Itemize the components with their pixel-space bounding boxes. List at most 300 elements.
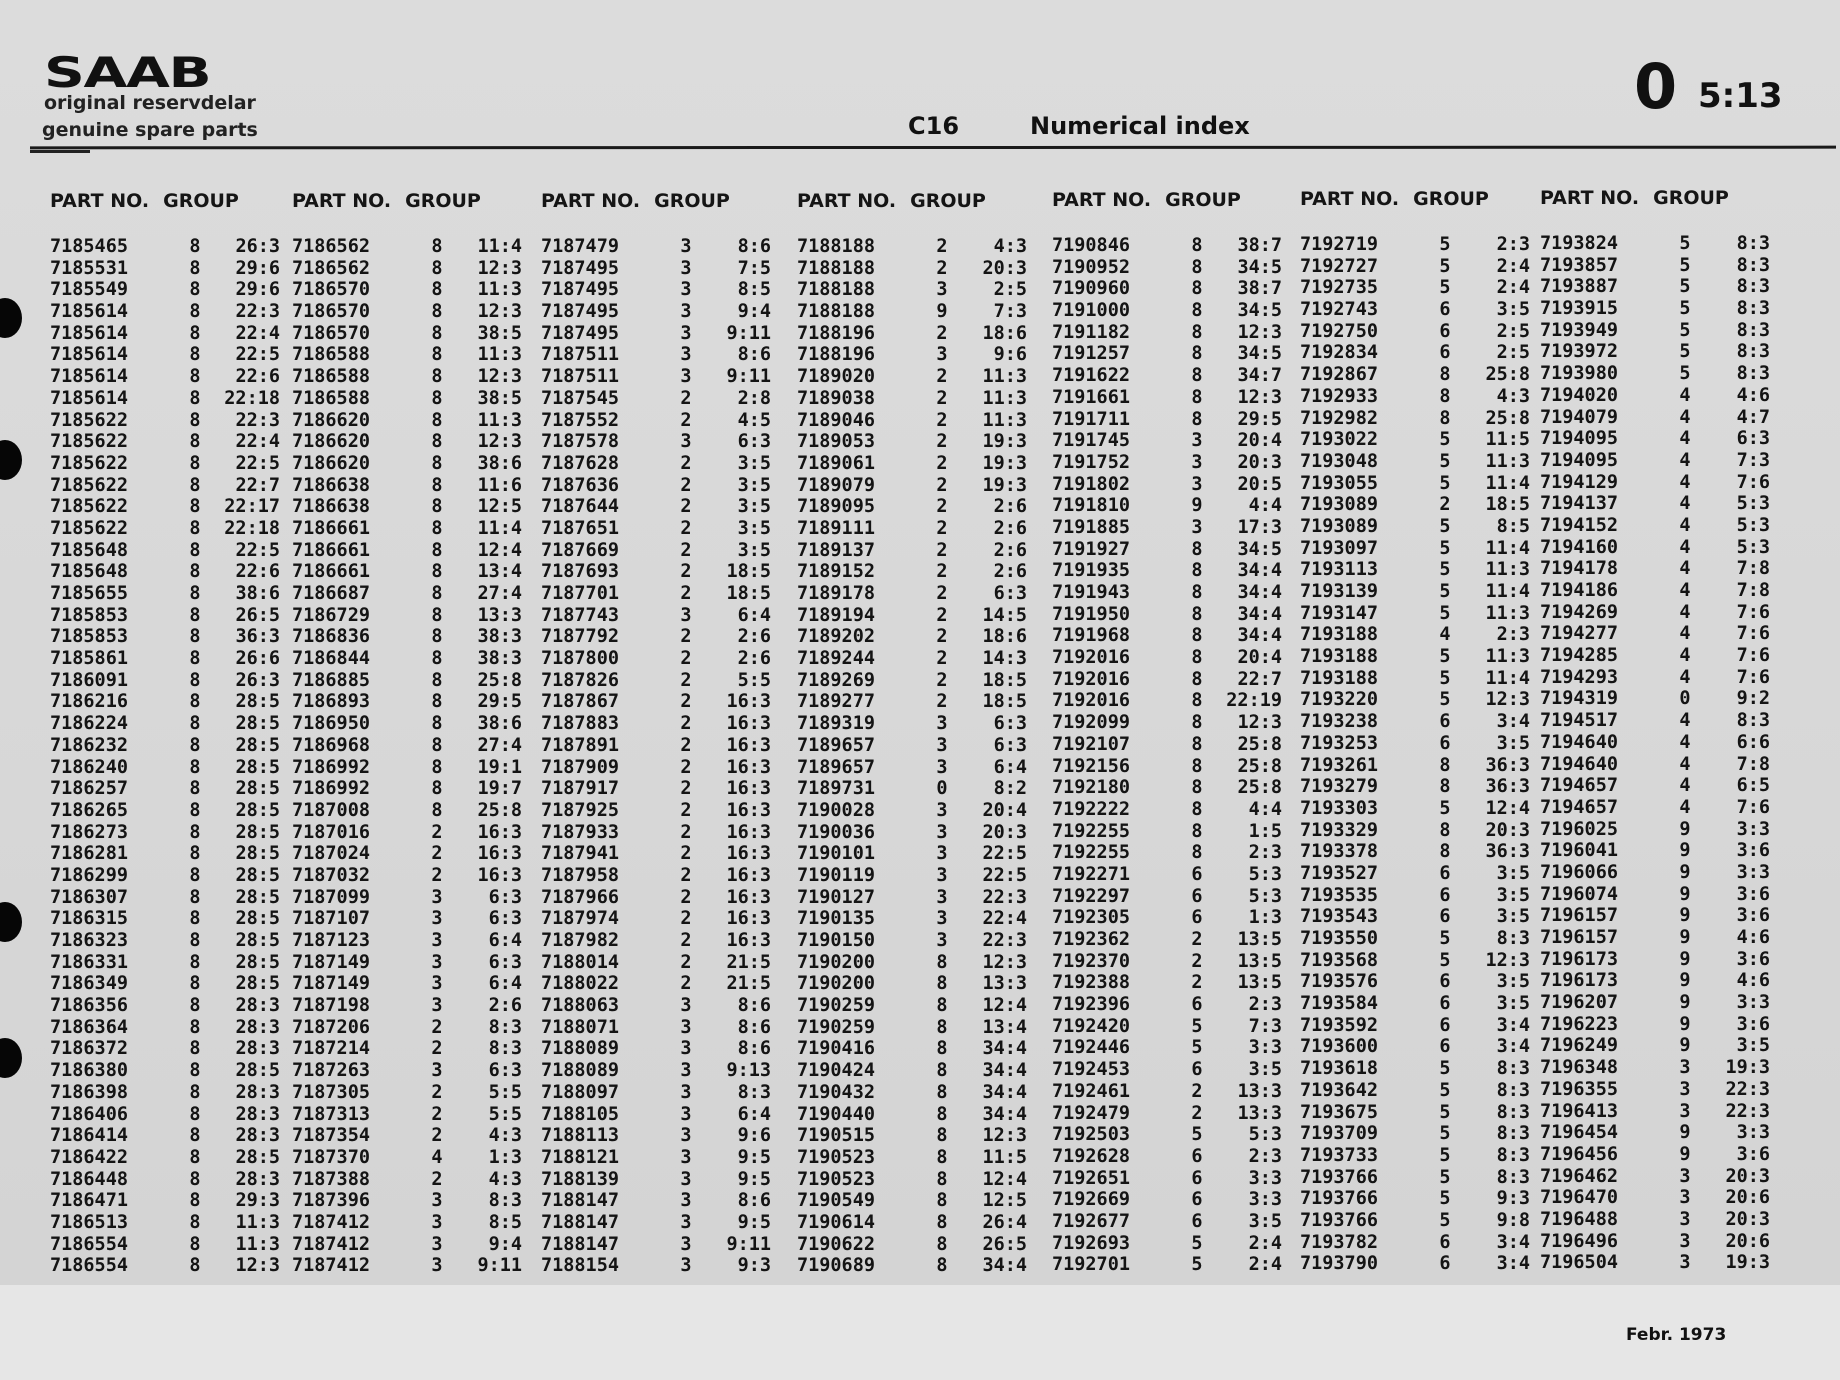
table-row — [1300, 342, 1552, 364]
group-ref: 38:3 — [477, 648, 522, 670]
part-number: 7187495 — [541, 322, 619, 344]
part-number: 7192750 — [1300, 320, 1378, 342]
group-ref: 6:3 — [488, 951, 522, 973]
group-ref: 18:5 — [1485, 494, 1530, 516]
part-number: 7194640 — [1540, 753, 1618, 775]
table-row — [541, 453, 793, 475]
table-row — [1540, 1252, 1792, 1274]
group-ref: 6:4 — [993, 756, 1027, 778]
table-row — [1052, 430, 1304, 452]
group-number: 8 — [936, 1211, 948, 1233]
table-row — [541, 930, 793, 952]
group-number: 8 — [189, 604, 201, 626]
group-number: 3 — [1191, 430, 1203, 452]
group-number: 2 — [431, 1125, 443, 1147]
group-ref: 2:4 — [1496, 255, 1530, 277]
group-ref: 3:3 — [1736, 992, 1770, 1014]
part-number: 7190523 — [797, 1168, 875, 1190]
table-row — [1052, 235, 1304, 257]
group-number: 4 — [1679, 536, 1691, 558]
table-row — [50, 1060, 302, 1082]
part-no-header: PART NO. — [50, 190, 150, 212]
group-number: 8 — [936, 951, 948, 973]
group-number: 2 — [680, 648, 692, 670]
group-ref: 2:3 — [1248, 842, 1282, 864]
saab-logo: SAAB — [44, 48, 211, 97]
part-number: 7186398 — [50, 1081, 128, 1103]
table-row — [541, 236, 793, 258]
group-number: 4 — [1679, 796, 1691, 818]
group-ref: 13:5 — [1237, 929, 1282, 950]
group-number: 4 — [1679, 666, 1691, 688]
table-row — [292, 1169, 544, 1191]
table-row — [50, 1169, 302, 1191]
group-ref: 9:11 — [726, 366, 771, 388]
part-number: 7187032 — [292, 864, 370, 886]
part-number: 7188097 — [541, 1081, 619, 1103]
group-number: 5 — [1439, 472, 1451, 494]
group-number: 2 — [680, 799, 692, 821]
table-row — [797, 1147, 1049, 1169]
group-ref: 20:4 — [982, 799, 1027, 821]
group-ref: 28:3 — [235, 1168, 280, 1190]
part-number: 7194178 — [1540, 558, 1618, 580]
group-number: 6 — [1439, 320, 1451, 342]
table-row — [292, 410, 544, 432]
part-number: 7186265 — [50, 799, 128, 821]
part-number: 7188121 — [541, 1146, 619, 1168]
table-row — [292, 691, 544, 713]
part-number: 7189046 — [797, 409, 875, 431]
part-number: 7185549 — [50, 279, 128, 301]
group-number: 8 — [1191, 777, 1203, 799]
table-row — [541, 583, 793, 605]
table-row — [1540, 580, 1792, 602]
part-number: 7193303 — [1300, 797, 1378, 819]
group-ref: 38:7 — [1237, 235, 1282, 256]
group-ref: 18:5 — [726, 583, 771, 604]
group-ref: 19:3 — [982, 431, 1027, 453]
table-row — [50, 865, 302, 887]
group-number: 8 — [1191, 582, 1203, 603]
group-ref: 28:5 — [235, 908, 280, 930]
part-number: 7190432 — [797, 1081, 875, 1103]
part-number: 7186554 — [50, 1233, 128, 1255]
part-number: 7186364 — [50, 1016, 128, 1038]
table-row — [1300, 1188, 1552, 1210]
group-ref: 16:3 — [477, 864, 522, 886]
table-row — [797, 757, 1049, 779]
group-number: 8 — [189, 1103, 201, 1125]
group-header: GROUP — [163, 190, 239, 212]
group-ref: 22:5 — [982, 843, 1027, 865]
group-ref: 7:6 — [1736, 601, 1770, 623]
group-number: 2 — [936, 322, 948, 344]
table-row — [541, 410, 793, 432]
group-number: 8 — [936, 995, 948, 1017]
part-number: 7196173 — [1540, 948, 1618, 970]
group-number: 2 — [680, 387, 692, 409]
table-row — [292, 973, 544, 995]
part-number: 7186240 — [50, 756, 128, 778]
group-ref: 12:3 — [477, 257, 522, 279]
group-number: 8 — [189, 734, 201, 756]
group-ref: 18:5 — [982, 669, 1027, 691]
group-ref: 12:4 — [477, 539, 522, 561]
group-number: 4 — [1679, 753, 1691, 775]
group-ref: 5:5 — [737, 669, 771, 691]
group-ref: 20:5 — [1237, 473, 1282, 495]
group-number: 6 — [1439, 1036, 1451, 1058]
table-row — [1540, 1122, 1792, 1144]
part-no-header: PART NO. — [1300, 188, 1400, 210]
punch-hole — [0, 440, 22, 480]
group-number: 4 — [1439, 624, 1451, 646]
group-ref: 4:3 — [488, 1125, 522, 1147]
part-number: 7196413 — [1540, 1100, 1618, 1122]
group-ref: 9:13 — [726, 1060, 771, 1082]
group-ref: 8:3 — [737, 1081, 771, 1103]
group-ref: 9:3 — [1496, 1188, 1530, 1210]
group-number: 2 — [936, 387, 948, 409]
group-ref: 12:3 — [1237, 321, 1282, 343]
group-number: 8 — [189, 452, 201, 474]
table-row — [292, 431, 544, 453]
part-number: 7191000 — [1052, 300, 1130, 322]
part-number: 7194137 — [1540, 493, 1618, 515]
group-ref: 11:3 — [1485, 646, 1530, 668]
part-number: 7192180 — [1052, 777, 1130, 799]
group-number: 3 — [431, 886, 443, 908]
part-number: 7188105 — [541, 1103, 619, 1125]
part-number: 7189038 — [797, 387, 875, 409]
part-number: 7192396 — [1052, 994, 1130, 1016]
group-number: 6 — [1439, 1014, 1451, 1036]
group-ref: 5:3 — [1736, 514, 1770, 536]
table-row — [1052, 907, 1304, 929]
group-number: 9 — [1679, 927, 1691, 948]
table-row — [1300, 1123, 1552, 1145]
group-ref: 8:3 — [1496, 1079, 1530, 1101]
table-row — [1300, 863, 1552, 885]
group-ref: 12:3 — [982, 1125, 1027, 1147]
group-number: 6 — [1439, 862, 1451, 884]
table-row — [1300, 516, 1552, 538]
part-number: 7187966 — [541, 886, 619, 908]
group-number: 2 — [1191, 929, 1203, 950]
group-ref: 8:3 — [1496, 1166, 1530, 1188]
part-number: 7188147 — [541, 1190, 619, 1212]
group-ref: 11:3 — [982, 366, 1027, 388]
table-row — [797, 344, 1049, 366]
part-number: 7188063 — [541, 995, 619, 1017]
part-number: 7190424 — [797, 1060, 875, 1082]
group-number: 8 — [189, 561, 201, 583]
part-number: 7192867 — [1300, 364, 1378, 386]
table-row — [1052, 1124, 1304, 1146]
part-number: 7190416 — [797, 1038, 875, 1060]
group-number: 2 — [680, 756, 692, 778]
group-number: 8 — [936, 1146, 948, 1168]
part-number: 7186638 — [292, 474, 370, 496]
group-ref: 9:2 — [1736, 688, 1770, 710]
table-row — [797, 1190, 1049, 1212]
part-number: 7187149 — [292, 951, 370, 973]
group-ref: 28:5 — [235, 691, 280, 713]
group-number: 8 — [1439, 776, 1451, 798]
group-number: 2 — [936, 561, 948, 583]
part-number: 7191752 — [1052, 451, 1130, 473]
group-ref: 6:6 — [1736, 731, 1770, 753]
group-number: 3 — [680, 301, 692, 323]
part-number: 7189194 — [797, 604, 875, 626]
index-column — [1540, 187, 1792, 1274]
group-ref: 7:3 — [1248, 1015, 1282, 1037]
group-number: 2 — [1439, 494, 1451, 516]
table-row — [1052, 495, 1304, 517]
group-number: 3 — [1679, 1165, 1691, 1187]
table-row — [1300, 1080, 1552, 1102]
table-row — [541, 301, 793, 323]
table-row — [797, 865, 1049, 887]
page-title: Numerical index — [1030, 112, 1250, 140]
group-ref: 20:3 — [1725, 1165, 1770, 1187]
group-ref: 4:6 — [1736, 384, 1770, 406]
group-ref: 1:3 — [488, 1146, 522, 1168]
table-row — [1300, 950, 1552, 972]
group-ref: 6:5 — [1736, 775, 1770, 797]
group-ref: 3:5 — [1496, 862, 1530, 884]
table-row — [1540, 320, 1792, 342]
part-number: 7194079 — [1540, 406, 1618, 428]
table-row — [292, 518, 544, 540]
table-row — [797, 930, 1049, 952]
group-number: 4 — [431, 1146, 443, 1168]
part-number: 7189111 — [797, 517, 875, 539]
part-number: 7186661 — [292, 539, 370, 561]
table-row — [50, 344, 302, 366]
table-row — [797, 475, 1049, 497]
group-number: 2 — [431, 1103, 443, 1125]
group-ref: 25:8 — [477, 669, 522, 691]
group-number: 8 — [431, 517, 443, 539]
group-number: 8 — [189, 1146, 201, 1168]
group-ref: 22:3 — [235, 301, 280, 323]
table-row — [541, 1104, 793, 1126]
table-row — [541, 258, 793, 280]
group-number: 5 — [1439, 1188, 1451, 1210]
part-number: 7187412 — [292, 1211, 370, 1233]
group-ref: 12:3 — [235, 1255, 280, 1277]
group-ref: 17:3 — [1237, 516, 1282, 538]
group-number: 8 — [189, 1081, 201, 1103]
table-row — [1300, 256, 1552, 278]
group-ref: 25:8 — [1485, 407, 1530, 429]
group-ref: 1:3 — [1248, 907, 1282, 929]
part-number: 7192453 — [1052, 1059, 1130, 1081]
group-number: 2 — [431, 864, 443, 886]
bottom-margin — [0, 1285, 1840, 1380]
table-row — [797, 258, 1049, 280]
group-number: 8 — [189, 387, 201, 409]
part-number: 7192420 — [1052, 1015, 1130, 1037]
part-number: 7187370 — [292, 1146, 370, 1168]
group-number: 4 — [1679, 601, 1691, 623]
table-row — [1540, 840, 1792, 862]
group-number: 8 — [431, 496, 443, 518]
group-number: 3 — [936, 344, 948, 366]
group-number: 8 — [189, 517, 201, 539]
part-number: 7186687 — [292, 583, 370, 604]
group-ref: 8:3 — [1736, 363, 1770, 385]
table-row — [292, 475, 544, 497]
part-number: 7187479 — [541, 236, 619, 257]
group-ref: 22:18 — [224, 387, 280, 409]
group-header: GROUP — [1413, 188, 1489, 210]
group-ref: 22:6 — [235, 366, 280, 388]
group-number: 4 — [1679, 428, 1691, 450]
group-number: 4 — [1679, 384, 1691, 406]
part-number: 7187917 — [541, 778, 619, 800]
group-ref: 28:5 — [235, 951, 280, 973]
part-number: 7193378 — [1300, 841, 1378, 863]
part-number: 7194095 — [1540, 428, 1618, 450]
group-ref: 7:6 — [1736, 666, 1770, 688]
group-ref: 29:3 — [235, 1190, 280, 1212]
part-number: 7193261 — [1300, 754, 1378, 776]
table-row — [1052, 257, 1304, 279]
group-number: 2 — [936, 474, 948, 496]
table-row — [292, 843, 544, 865]
part-number: 7191661 — [1052, 386, 1130, 408]
group-ref: 2:3 — [1496, 624, 1530, 646]
table-row — [50, 410, 302, 432]
table-row — [1052, 278, 1304, 300]
part-number: 7187354 — [292, 1125, 370, 1147]
table-row — [1540, 1014, 1792, 1036]
group-number: 8 — [189, 1016, 201, 1038]
part-number: 7193139 — [1300, 581, 1378, 602]
group-number: 2 — [680, 973, 692, 995]
group-ref: 28:3 — [235, 1081, 280, 1103]
group-ref: 13:3 — [477, 604, 522, 626]
table-row — [1052, 409, 1304, 431]
table-row — [50, 1234, 302, 1256]
table-row — [50, 236, 302, 258]
group-number: 6 — [1439, 342, 1451, 364]
table-row — [50, 605, 302, 627]
group-number: 6 — [1191, 1059, 1203, 1081]
group-ref: 2:4 — [1496, 277, 1530, 299]
group-ref: 8:3 — [488, 1190, 522, 1212]
group-number: 8 — [431, 799, 443, 821]
table-row — [50, 626, 302, 648]
group-number: 5 — [1439, 450, 1451, 472]
group-number: 8 — [431, 322, 443, 344]
group-number: 8 — [431, 604, 443, 626]
group-number: 8 — [431, 301, 443, 323]
table-row — [1300, 1015, 1552, 1037]
group-number: 2 — [431, 843, 443, 865]
table-row — [797, 1255, 1049, 1277]
group-ref: 25:8 — [1237, 777, 1282, 799]
part-number: 7186844 — [292, 648, 370, 670]
part-number: 7193568 — [1300, 949, 1378, 971]
group-ref: 4:3 — [993, 236, 1027, 257]
group-number: 9 — [1191, 495, 1203, 517]
group-ref: 34:4 — [982, 1103, 1027, 1125]
group-ref: 12:3 — [477, 301, 522, 323]
group-number: 2 — [936, 257, 948, 279]
table-row — [1300, 1145, 1552, 1167]
group-number: 8 — [1191, 798, 1203, 820]
part-number: 7189319 — [797, 713, 875, 735]
part-number: 7187388 — [292, 1168, 370, 1190]
table-row — [1540, 1057, 1792, 1079]
group-number: 9 — [1679, 948, 1691, 970]
part-number: 7187636 — [541, 474, 619, 496]
group-ref: 34:4 — [982, 1255, 1027, 1277]
group-number: 5 — [1439, 667, 1451, 689]
group-ref: 7:5 — [737, 257, 771, 279]
group-number: 2 — [936, 539, 948, 561]
group-number: 8 — [936, 1125, 948, 1147]
group-ref: 8:5 — [1496, 515, 1530, 537]
part-number: 7196223 — [1540, 1013, 1618, 1035]
part-number: 7192305 — [1052, 907, 1130, 929]
table-row — [292, 626, 544, 648]
group-number: 6 — [1191, 863, 1203, 885]
part-number: 7188154 — [541, 1255, 619, 1277]
table-row — [1300, 820, 1552, 842]
group-ref: 25:8 — [1485, 364, 1530, 386]
group-number: 3 — [680, 1211, 692, 1233]
table-row — [1300, 581, 1552, 603]
part-number: 7187495 — [541, 301, 619, 323]
group-number: 5 — [1679, 319, 1691, 341]
group-ref: 11:5 — [1485, 429, 1530, 451]
part-number: 7194160 — [1540, 536, 1618, 558]
part-number: 7187578 — [541, 431, 619, 453]
part-number: 7191802 — [1052, 473, 1130, 495]
group-ref: 22:3 — [1725, 1100, 1770, 1122]
group-number: 3 — [1679, 1208, 1691, 1230]
part-number: 7187396 — [292, 1190, 370, 1212]
page-number: 0 — [1634, 50, 1678, 123]
table-row — [1052, 669, 1304, 691]
table-row — [1052, 560, 1304, 582]
group-ref: 8:3 — [1496, 1058, 1530, 1080]
group-ref: 34:7 — [1237, 365, 1282, 387]
part-number: 7186273 — [50, 821, 128, 843]
part-number: 7186414 — [50, 1125, 128, 1147]
table-row — [292, 713, 544, 735]
group-number: 8 — [431, 257, 443, 279]
part-number: 7186729 — [292, 604, 370, 626]
part-number: 7190614 — [797, 1211, 875, 1233]
group-ref: 3:5 — [737, 496, 771, 518]
group-number: 8 — [189, 344, 201, 366]
table-row — [292, 258, 544, 280]
table-row — [50, 1255, 302, 1277]
part-number: 7186471 — [50, 1190, 128, 1212]
group-number: 4 — [1679, 645, 1691, 667]
index-column — [797, 190, 1049, 1277]
table-row — [50, 583, 302, 605]
group-number: 4 — [1679, 775, 1691, 797]
group-number: 2 — [680, 691, 692, 713]
part-number: 7192982 — [1300, 407, 1378, 429]
